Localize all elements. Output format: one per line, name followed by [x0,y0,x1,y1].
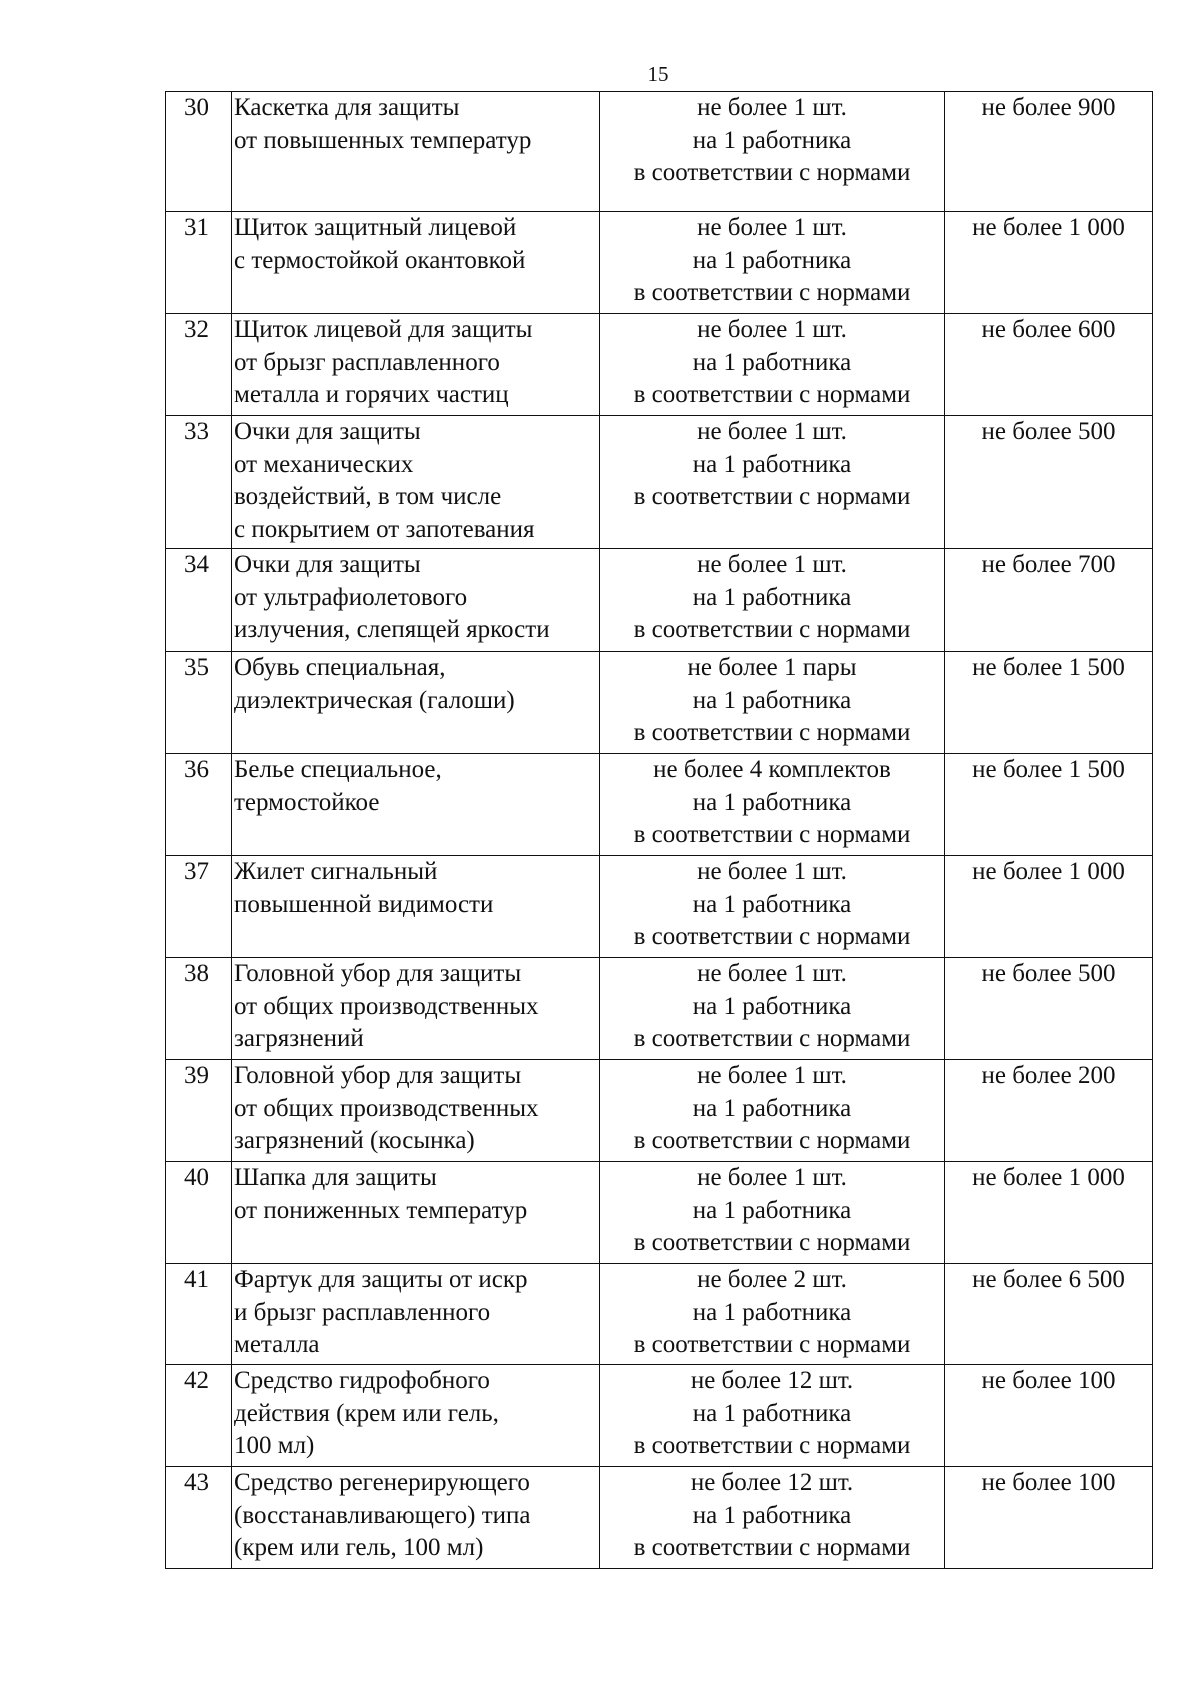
table-row [166,212,1153,314]
item-price: не более 500 [945,958,1153,1060]
item-name: Жилет сигнальный повышенной видимости [232,856,600,958]
row-number: 38 [166,958,232,1060]
row-number: 34 [166,549,232,652]
item-price: не более 900 [945,92,1153,212]
table-row [166,754,1153,856]
row-number: 43 [166,1467,232,1569]
row-number: 31 [166,212,232,314]
item-quantity: не более 1 пары на 1 работника в соответствии с нормами [600,652,945,754]
table-row [166,549,1153,652]
item-name: Головной убор для защиты от общих производственных загрязнений [232,958,600,1060]
item-price: не более 100 [945,1467,1153,1569]
item-quantity: не более 2 шт. на 1 работника в соответствии с нормами [600,1264,945,1365]
item-quantity: не более 4 комплектов на 1 работника в соответствии с нормами [600,754,945,856]
item-price: не более 1 500 [945,652,1153,754]
item-quantity: не более 1 шт. на 1 работника в соответствии с нормами [600,314,945,416]
item-price: не более 1 000 [945,212,1153,314]
item-price: не более 1 000 [945,1162,1153,1264]
item-name: Средство гидрофобного действия (крем или гель, 100 мл) [232,1365,600,1467]
item-name: Очки для защиты от механических воздействий, в том числе с покрытием от запотевания [232,416,600,549]
table-row [166,652,1153,754]
item-quantity: не более 12 шт. на 1 работника в соответствии с нормами [600,1467,945,1569]
table-row [166,416,1153,549]
item-name: Шапка для защиты от пониженных температур [232,1162,600,1264]
table-row [166,958,1153,1060]
item-name: Обувь специальная, диэлектрическая (галоши) [232,652,600,754]
table-row [166,856,1153,958]
item-quantity: не более 1 шт. на 1 работника в соответствии с нормами [600,958,945,1060]
item-name: Очки для защиты от ультрафиолетового излучения, слепящей яркости [232,549,600,652]
item-price: не более 200 [945,1060,1153,1162]
table-row [166,1365,1153,1467]
item-price: не более 1 500 [945,754,1153,856]
item-quantity: не более 1 шт. на 1 работника в соответствии с нормами [600,416,945,549]
item-quantity: не более 1 шт. на 1 работника в соответствии с нормами [600,212,945,314]
row-number: 39 [166,1060,232,1162]
table-row [166,1162,1153,1264]
item-quantity: не более 1 шт. на 1 работника в соответствии с нормами [600,856,945,958]
item-name: Фартук для защиты от искр и брызг расплавленного металла [232,1264,600,1365]
table-body [166,92,1153,1569]
item-quantity: не более 1 шт. на 1 работника в соответствии с нормами [600,1162,945,1264]
item-price: не более 500 [945,416,1153,549]
item-name: Белье специальное, термостойкое [232,754,600,856]
row-number: 35 [166,652,232,754]
item-price: не более 700 [945,549,1153,652]
row-number: 40 [166,1162,232,1264]
item-price: не более 1 000 [945,856,1153,958]
row-number: 36 [166,754,232,856]
item-quantity: не более 1 шт. на 1 работника в соответствии с нормами [600,549,945,652]
row-number: 32 [166,314,232,416]
row-number: 41 [166,1264,232,1365]
item-price: не более 100 [945,1365,1153,1467]
item-name: Щиток лицевой для защиты от брызг расплавленного металла и горячих частиц [232,314,600,416]
table-row [166,1060,1153,1162]
item-quantity: не более 12 шт. на 1 работника в соответствии с нормами [600,1365,945,1467]
item-name: Головной убор для защиты от общих производственных загрязнений (косынка) [232,1060,600,1162]
row-number: 33 [166,416,232,549]
row-number: 42 [166,1365,232,1467]
item-price: не более 600 [945,314,1153,416]
table-row [166,1264,1153,1365]
item-name: Каскетка для защиты от повышенных температур [232,92,600,212]
page-number: 15 [647,62,669,86]
item-name: Щиток защитный лицевой с термостойкой окантовкой [232,212,600,314]
table-row [166,314,1153,416]
row-number: 30 [166,92,232,212]
item-price: не более 6 500 [945,1264,1153,1365]
item-quantity: не более 1 шт. на 1 работника в соответствии с нормами [600,92,945,212]
row-number: 37 [166,856,232,958]
table-row [166,92,1153,212]
ppe-norms-table [165,91,1153,1569]
table-row [166,1467,1153,1569]
item-name: Средство регенерирующего (восстанавливающего) типа (крем или гель, 100 мл) [232,1467,600,1569]
item-quantity: не более 1 шт. на 1 работника в соответствии с нормами [600,1060,945,1162]
